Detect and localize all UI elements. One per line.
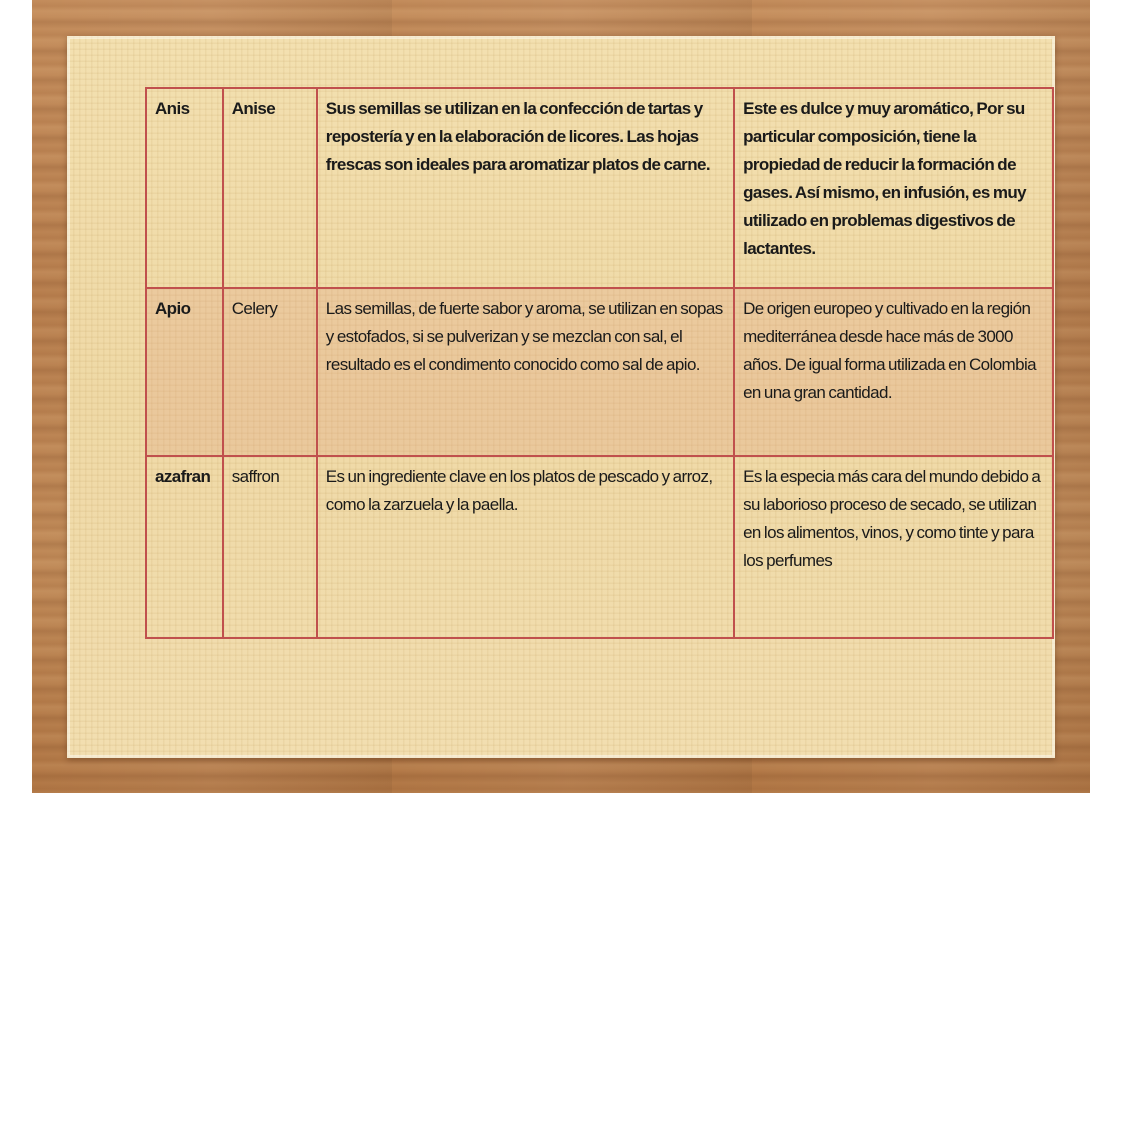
table-row: [146, 88, 1053, 288]
spice-name-en: Anise: [223, 88, 317, 288]
spice-name-en: saffron: [223, 456, 317, 638]
spice-name-es: azafran: [146, 456, 223, 638]
spice-name-es: Anis: [146, 88, 223, 288]
table-row: [146, 288, 1053, 456]
table-row: [146, 456, 1053, 638]
spice-description: Es la especia más cara del mundo debido a su laborioso proceso de secado, se utilizan en los alimentos, vinos, y como tinte y para los perfumes: [734, 456, 1053, 638]
spice-description: De origen europeo y cultivado en la región mediterránea desde hace más de 3000 años. De igual forma utilizada en Colombia en una gran cantidad.: [734, 288, 1053, 456]
spice-uses: Las semillas, de fuerte sabor y aroma, se utilizan en sopas y estofados, si se pulverizan y se mezclan con sal, el resultado es el condimento conocido como sal de apio.: [317, 288, 734, 456]
spice-description: Este es dulce y muy aromático, Por su particular composición, tiene la propiedad de reducir la formación de gases. Así mismo, en infusión, es muy utilizado en problemas digestivos de lactantes.: [734, 88, 1053, 288]
spice-uses: Sus semillas se utilizan en la confección de tartas y repostería y en la elaboración de licores. Las hojas frescas son ideales para aromatizar platos de carne.: [317, 88, 734, 288]
wood-background: [32, 0, 1090, 793]
paper-panel: [67, 36, 1055, 758]
spice-name-en: Celery: [223, 288, 317, 456]
spice-table: [145, 87, 1054, 639]
spice-name-es: Apio: [146, 288, 223, 456]
spice-uses: Es un ingrediente clave en los platos de pescado y arroz, como la zarzuela y la paella.: [317, 456, 734, 638]
